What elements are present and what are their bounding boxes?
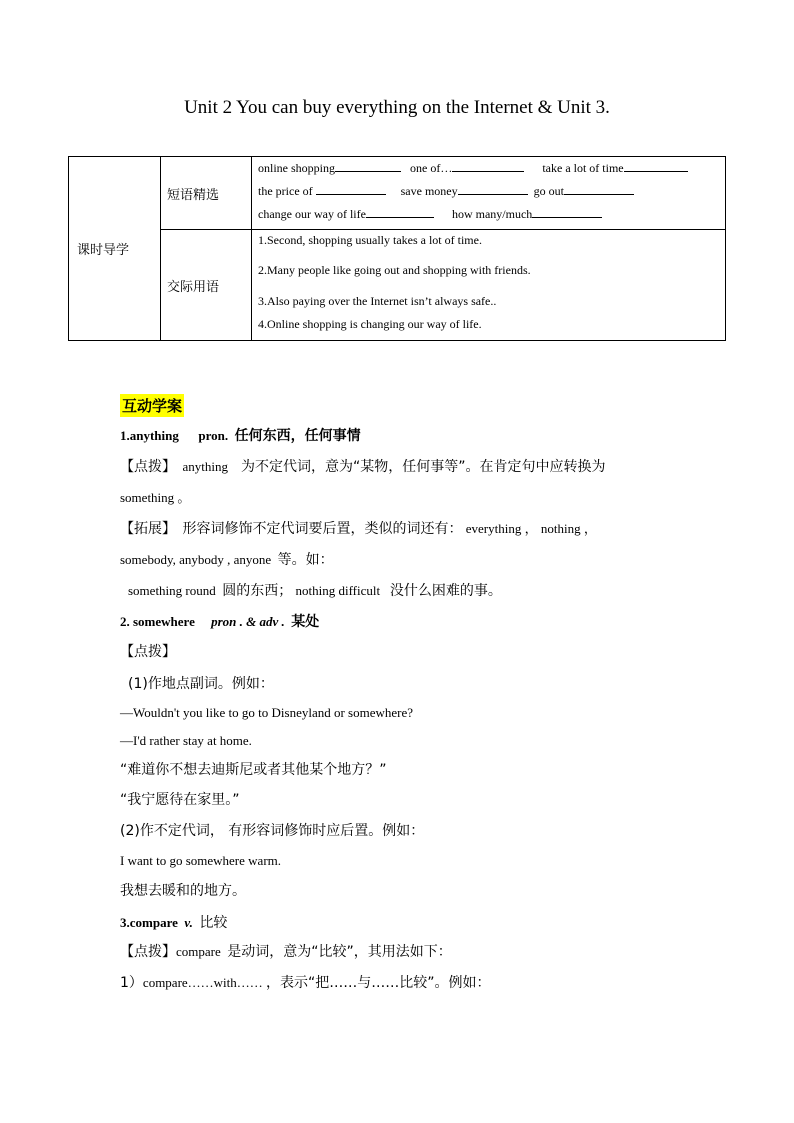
- item1-heading: [120, 420, 680, 451]
- part-of-speech: pron . & adv .: [211, 614, 285, 629]
- phrase: take a lot of time: [542, 161, 624, 175]
- head-word: 2. somewhere: [120, 614, 195, 629]
- dianbo-label: 【点拨】: [120, 459, 176, 475]
- sentences-label: 交际用语: [161, 230, 252, 341]
- phrase-line: [258, 180, 719, 203]
- translation: “我宁愿待在家里。”: [120, 792, 240, 808]
- explanation: ，表示“把……与……比较”。例如：: [266, 975, 491, 991]
- phrase: go out: [533, 184, 564, 198]
- example-words: everything ， nothing ，: [465, 521, 597, 536]
- explanation-cont: something 。: [120, 490, 191, 505]
- phrase-line: [258, 203, 719, 226]
- tuozhan-label: 【拓展】: [120, 521, 176, 537]
- sub-point: (1)作地点副词。例如：: [128, 676, 274, 692]
- item1-dianbo: [120, 451, 680, 482]
- usage-pattern: compare……with……: [142, 975, 263, 990]
- answer-blank[interactable]: [458, 182, 528, 195]
- example-words: somebody, anybody , anyone: [120, 552, 272, 567]
- guide-table: [68, 156, 726, 341]
- usage-number: 1）: [120, 975, 143, 991]
- explanation: 等。如：: [277, 552, 334, 568]
- answer-blank[interactable]: [316, 182, 386, 195]
- item2-heading: [120, 606, 680, 637]
- meaning: 某处: [291, 614, 320, 630]
- phrase: how many/much: [451, 207, 533, 221]
- page-title: Unit 2 You can buy everything on the Internet & Unit 3.: [184, 97, 610, 118]
- phrase: the price of: [258, 184, 313, 198]
- answer-blank[interactable]: [624, 159, 688, 172]
- explanation: 为不定代词，意为“某物，任何事等”。在肯定句中应转换为: [241, 459, 606, 475]
- phrases-cell: [252, 157, 726, 230]
- item3-dianbo: [120, 939, 680, 965]
- example-cn: 圆的东西；: [222, 583, 293, 599]
- sentences-cell: [252, 230, 726, 341]
- phrase: save money: [400, 184, 458, 198]
- item3-heading: [120, 907, 680, 939]
- item1-examples: [120, 575, 680, 606]
- phrase: online shopping: [258, 161, 335, 175]
- main-label: 课时导学: [69, 157, 161, 341]
- meaning: 比较: [199, 915, 228, 931]
- phrases-label: 短语精选: [161, 157, 252, 230]
- example-en: I want to go somewhere warm.: [120, 853, 282, 868]
- answer-blank[interactable]: [532, 205, 602, 218]
- answer-blank[interactable]: [335, 159, 401, 172]
- dialog-line: —I'd rather stay at home.: [120, 733, 252, 748]
- answer-blank[interactable]: [366, 205, 434, 218]
- item2-sub1: [120, 668, 680, 699]
- sentence: 4.Online shopping is changing our way of life.: [258, 317, 482, 331]
- section-heading-row: [120, 394, 680, 420]
- item3-usage1: [120, 965, 680, 1001]
- dianbo-label: 【点拨】: [120, 944, 176, 960]
- section-heading: 互动学案: [120, 394, 184, 417]
- example-cn: 没什么困难的事。: [389, 583, 502, 599]
- sub-point: (2)作不定代词， 有形容词修饰时应后置。例如：: [120, 823, 425, 839]
- item1-tuozhan-cont: [120, 544, 680, 575]
- example-en: nothing difficult: [295, 583, 381, 598]
- meaning: 任何东西，任何事情: [234, 428, 361, 444]
- part-of-speech: pron.: [198, 428, 229, 443]
- translation: “难道你不想去迪斯尼或者其他某个地方？”: [120, 762, 387, 778]
- sentence: 3.Also paying over the Internet isn’t always safe..: [258, 294, 497, 308]
- part-of-speech: v.: [184, 915, 193, 930]
- phrase: one of…: [410, 161, 453, 175]
- sentence: 1.Second, shopping usually takes a lot of time.: [258, 233, 482, 247]
- explanation: 形容词修饰不定代词要后置，类似的词还有：: [182, 521, 463, 537]
- explanation: 是动词，意为“比较”，其用法如下：: [227, 944, 452, 960]
- head-word: 1.anything: [120, 428, 179, 443]
- item1-tuozhan: [120, 513, 680, 544]
- answer-blank[interactable]: [452, 159, 524, 172]
- sentence: 2.Many people like going out and shopping with friends.: [258, 263, 531, 277]
- keyword: compare: [176, 944, 221, 959]
- answer-blank[interactable]: [564, 182, 634, 195]
- example-cn: 我想去暖和的地方。: [120, 883, 246, 899]
- keyword: anything: [182, 459, 228, 474]
- head-word: 3.compare: [120, 915, 178, 930]
- dianbo-label: 【点拨】: [120, 644, 176, 660]
- study-notes: [120, 394, 680, 1001]
- phrase: change our way of life: [258, 207, 366, 221]
- phrase-line: [258, 157, 719, 180]
- dialog-line: —Wouldn't you like to go to Disneyland or somewhere?: [120, 705, 414, 720]
- example-en: something round: [128, 583, 216, 598]
